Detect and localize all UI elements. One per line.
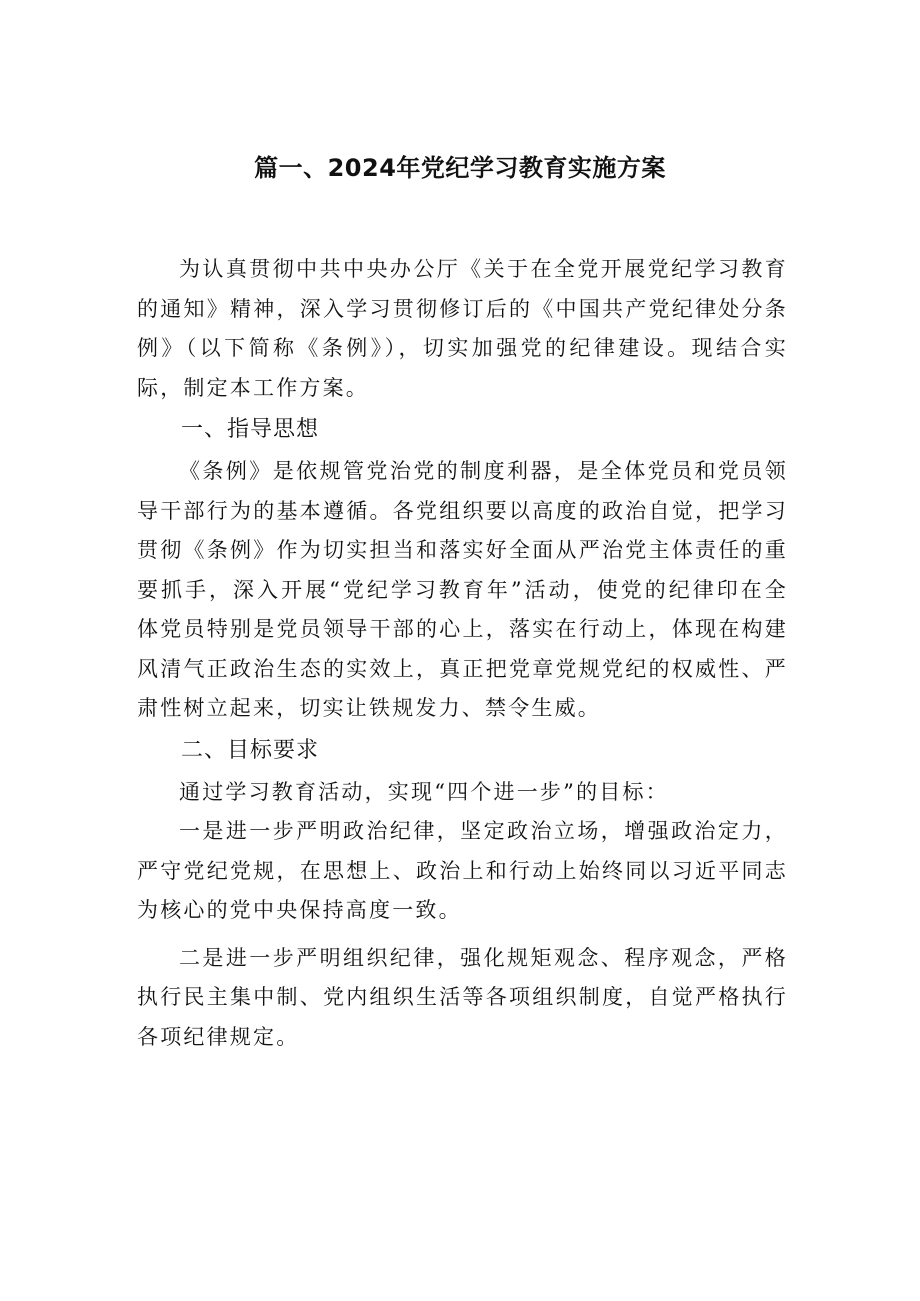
section-heading-guiding-ideology: 一、指导思想 [181, 417, 320, 442]
document-title: 篇一、2024年党纪学习教育实施方案 [254, 154, 666, 182]
objective-item-2: 二是进一步严明组织纪律，强化规矩观念、程序观念，严格执行民主集中制、党内组织生活等各项组织制度，自觉严格执行各项纪律规定。 [137, 945, 788, 1049]
objectives-lead-paragraph: 通过学习教育活动，实现“四个进一步”的目标： [179, 779, 669, 804]
document-body [137, 250, 788, 1057]
intro-paragraph: 为认真贯彻中共中央办公厅《关于在全党开展党纪学习教育的通知》精神，深入学习贯彻修订后的《中国共产党纪律处分条例》（以下简称《条例》），切实加强党的纪律建设。现结合实际，制定本工作方案。 [137, 257, 788, 400]
guiding-ideology-paragraph: 《条例》是依规管党治党的制度利器，是全体党员和党员领导干部行为的基本遵循。各党组织要以高度的政治自觉，把学习贯彻《条例》作为切实担当和落实好全面从严治党主体责任的重要抓手，深入开展“党纪学习教育年”活动，使党的纪律印在全体党员特别是党员领导干部的心上，落实在行动上，体现在构建风清气正政治生态的实效上，真正把党章党规党纪的权威性、严肃性树立起来，切实让铁规发力、禁令生威。 [137, 459, 788, 720]
objective-item-1: 一是进一步严明政治纪律，坚定政治立场，增强政治定力，严守党纪党规，在思想上、政治上和行动上始终同以习近平同志为核心的党中央保持高度一致。 [137, 819, 788, 922]
section-heading-objectives: 二、目标要求 [181, 737, 320, 763]
